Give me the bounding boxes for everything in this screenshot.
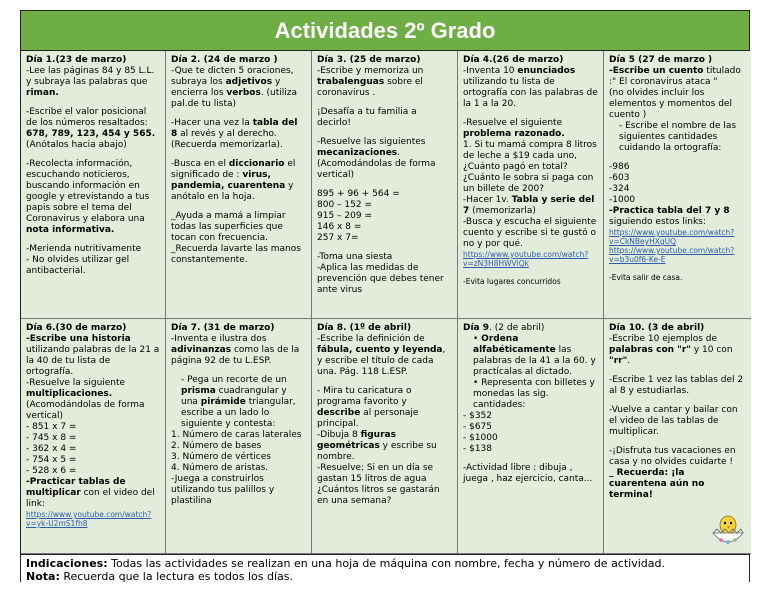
activity-text: -Busca en el diccionario el significado de : virus, pandemia, cuarentena y anótalo en la hoja. [171,159,296,202]
operation: 257 x 7= [317,233,359,243]
activity-text: -Practicar tablas de multiplicar con el video del link: [26,477,155,509]
activity-text: ¡Desafía a tu familia a decirlo! [317,107,417,128]
list-item: 1. Número de caras laterales [171,430,302,440]
day-heading: Día 10. (3 de abril) [609,323,705,333]
activity-text: _Recuerda lavarte las manos constantemente. [171,244,301,265]
activity-text: -Dibuja 8 figuras geométricas y escribe su nombre. [317,430,437,462]
reminder-text: -Evita lugares concurridos [463,277,561,286]
activity-text: -Escribe la definición de fábula, cuento y leyenda, y escribe el título de cada una. Pág. 118 L.ESP. [317,334,446,377]
quantity: -324 [609,184,630,194]
day-cell-6 [21,319,166,554]
activity-text: -Escribe una historia utilizando palabras de la 21 a la 40 de tu lista de ortografía. [26,334,160,377]
activity-text: -Lee las páginas 84 y 85 L.L. y subraya las palabras que riman. [26,66,155,98]
activity-text: -Practica tabla del 7 y 8 siguiendo estos links: [609,206,730,227]
quantity: -986 [609,162,630,172]
activity-text: -Escribe un cuento titulado :" El coronavirus ataca " [609,66,741,87]
activity-text: -Vuelve a cantar y bailar con el video de las tablas de multiplicar. [609,405,738,437]
activity-text: -Inventa 10 enunciados utilizando tu lista de ortografía con las palabras de la 1 a la 20. [463,66,598,109]
day-cell-1 [21,51,166,319]
video-link[interactable]: https://www.youtube.com/watch?v=b3u0f6-Ke-E [609,246,735,264]
activity-grid [21,51,749,554]
activity-text: -Escribe el valor posicional de los números resaltados: 678, 789, 123, 454 y 565.(Anótalos hacia abajo) [26,107,156,150]
video-link[interactable]: https://www.youtube.com/watch?v=zN3H8HWVlQk [463,250,589,268]
list-item: 3. Número de vértices [171,452,271,462]
day-cell-4 [458,51,604,319]
operation: - 851 x 7 = [26,422,77,432]
reminder-text: _ Recuerda: ¡la cuarentena aún no termina! [609,468,705,500]
activity-text: ¿Cuánto le sobra si paga con un billete de 200? [463,173,594,194]
activity-text: - No olvides utilizar gel antibacterial. [26,255,130,276]
activity-text: -Hacer 1v. Tabla y serie del 7 (memorizarla) [463,195,595,216]
day-cell-9 [458,319,604,554]
activity-text: -Escribe 1 vez las tablas del 2 al 8 y estudiarlas. [609,375,744,396]
day-heading: Día 4.(26 de marzo) [463,55,564,65]
activity-text: (no olvides incluir los elementos y momentos del cuento ) [609,88,732,120]
page-title: Actividades 2º Grado [21,11,749,51]
activity-text: - Mira tu caricatura o programa favorito y describe al personaje principal. [317,386,419,429]
activity-text: -Resuelve: Si en un día se gastan 15 litros de agua ¿Cuántos litros se gastarán en una semana? [317,463,440,506]
day-heading: Día 7. (31 de marzo) [171,323,275,333]
day-heading: Día 9. (2 de abril) [463,323,545,333]
day-cell-10 [604,319,751,554]
activity-text: -Resuelve la siguiente multiplicaciones. (Acomodándolas de forma vertical) [26,378,145,421]
operation: - 754 x 5 = [26,455,77,465]
easter-chick-icon [709,511,747,551]
activity-text: -Juega a construirlos utilizando tus palillos y plastilina [171,474,275,506]
operation: - 362 x 4 = [26,444,77,454]
day-cell-2 [166,51,312,319]
day-cell-8 [312,319,458,554]
day-heading: Día 5 (27 de marzo ) [609,55,713,65]
activity-text: -Hacer una vez la tabla del 8 al revés y al derecho. (Recuerda memorizarla). [171,118,298,150]
activity-text: -Que te dicten 5 oraciones, subraya los adjetivos y encierra los verbos. (utiliza pal.de tu lista) [171,66,298,109]
activity-text: - Pega un recorte de un prisma cuadrangular y una pirámide triangular, escribe a un lado lo siguiente y contesta: [181,375,296,429]
quantity: -603 [609,173,630,183]
operation: - 745 x 8 = [26,433,77,443]
operation: 800 – 152 = [317,200,372,210]
operation: - 528 x 6 = [26,466,77,476]
activity-text: -Actividad libre : dibuja , juega , haz ejercicio, canta... [463,463,593,484]
reminder-text: -Evita salir de casa. [609,273,683,282]
operation: 895 + 96 + 564 = [317,189,400,199]
activity-text: -Busca y escucha el siguiente cuento y escribe si te gustó o no y por qué. [463,217,597,249]
list-item: 2. Número de bases [171,441,262,451]
activity-text: -Resuelve las siguientes mecanizaciones. (Acomodándolas de forma vertical) [317,137,436,180]
activity-text: • Ordena alfabéticamente las palabras de la 41 a la 60. y practícalas al dictado. [473,334,596,377]
day-cell-7 [166,319,312,554]
activity-text: 1. Si tu mamá compra 8 litros de leche a $19 cada uno, ¿Cuánto pagó en total? [463,140,597,172]
activity-text: -Inventa e ilustra dos adivinanzas como las de la página 92 de tu L.ESP. [171,334,300,366]
amount: - $138 [463,444,493,454]
day-heading: Día 3. (25 de marzo) [317,55,421,65]
activity-text: -¡Disfruta tus vacaciones en casa y no olvides cuidarte ! [609,446,736,467]
amount: - $352 [463,411,493,421]
day-cell-3 [312,51,458,319]
day-heading: Día 1.(23 de marzo) [26,55,127,65]
activity-text: • Representa con billetes y monedas las sig. cantidades: [473,378,595,410]
activity-text: -Recolecta información, escuchando noticieros, buscando información en google y etrevistando a tus papis sobre el tema del Coronavirus y elabora una nota informativa. [26,159,150,235]
day-cell-5 [604,51,751,319]
activity-text: _Ayuda a mamá a limpiar todas las superficies que tocan con frecuencia. [171,211,286,243]
activity-text: -Escribe y memoriza un trabalenguas sobre el coronavirus . [317,66,424,98]
activity-text: - Escribe el nombre de las siguientes cantidades cuidando la ortografía: [619,121,737,153]
quantity: -1000 [609,195,636,205]
day-heading: Día 6.(30 de marzo) [26,323,127,333]
operation: 146 x 8 = [317,222,362,232]
video-link[interactable]: https://www.youtube.com/watch?v=yk-U2mS1fh8 [26,510,152,528]
amount: - $1000 [463,433,498,443]
activity-sheet [20,10,750,582]
activity-text: -Resuelve el siguiente problema razonado. [463,118,565,139]
activity-text: -Toma una siesta [317,252,393,262]
operation: 915 – 209 = [317,211,372,221]
note-line: Nota: Recuerda que la lectura es todos los días. [26,570,294,583]
video-link[interactable]: https://www.youtube.com/watch?v=CkNBeyHXgUQ [609,228,735,246]
day-heading: Día 8. (1º de abril) [317,323,412,333]
list-item: 4. Número de aristas. [171,463,269,473]
day-heading: Día 2. (24 de marzo ) [171,55,278,65]
activity-text: -Aplica las medidas de prevención que debes tener ante virus [317,263,444,295]
activity-text: -Merienda nutritivamente [26,244,142,254]
instructions-footer [21,554,749,583]
activity-text: -Escribe 10 ejemplos de palabras con "r" y 10 con "rr". [609,334,733,366]
instructions-line: Indicaciones: Todas las actividades se realizan en una hoja de máquina con nombre, fecha y número de actividad. [26,557,665,570]
amount: - $675 [463,422,493,432]
